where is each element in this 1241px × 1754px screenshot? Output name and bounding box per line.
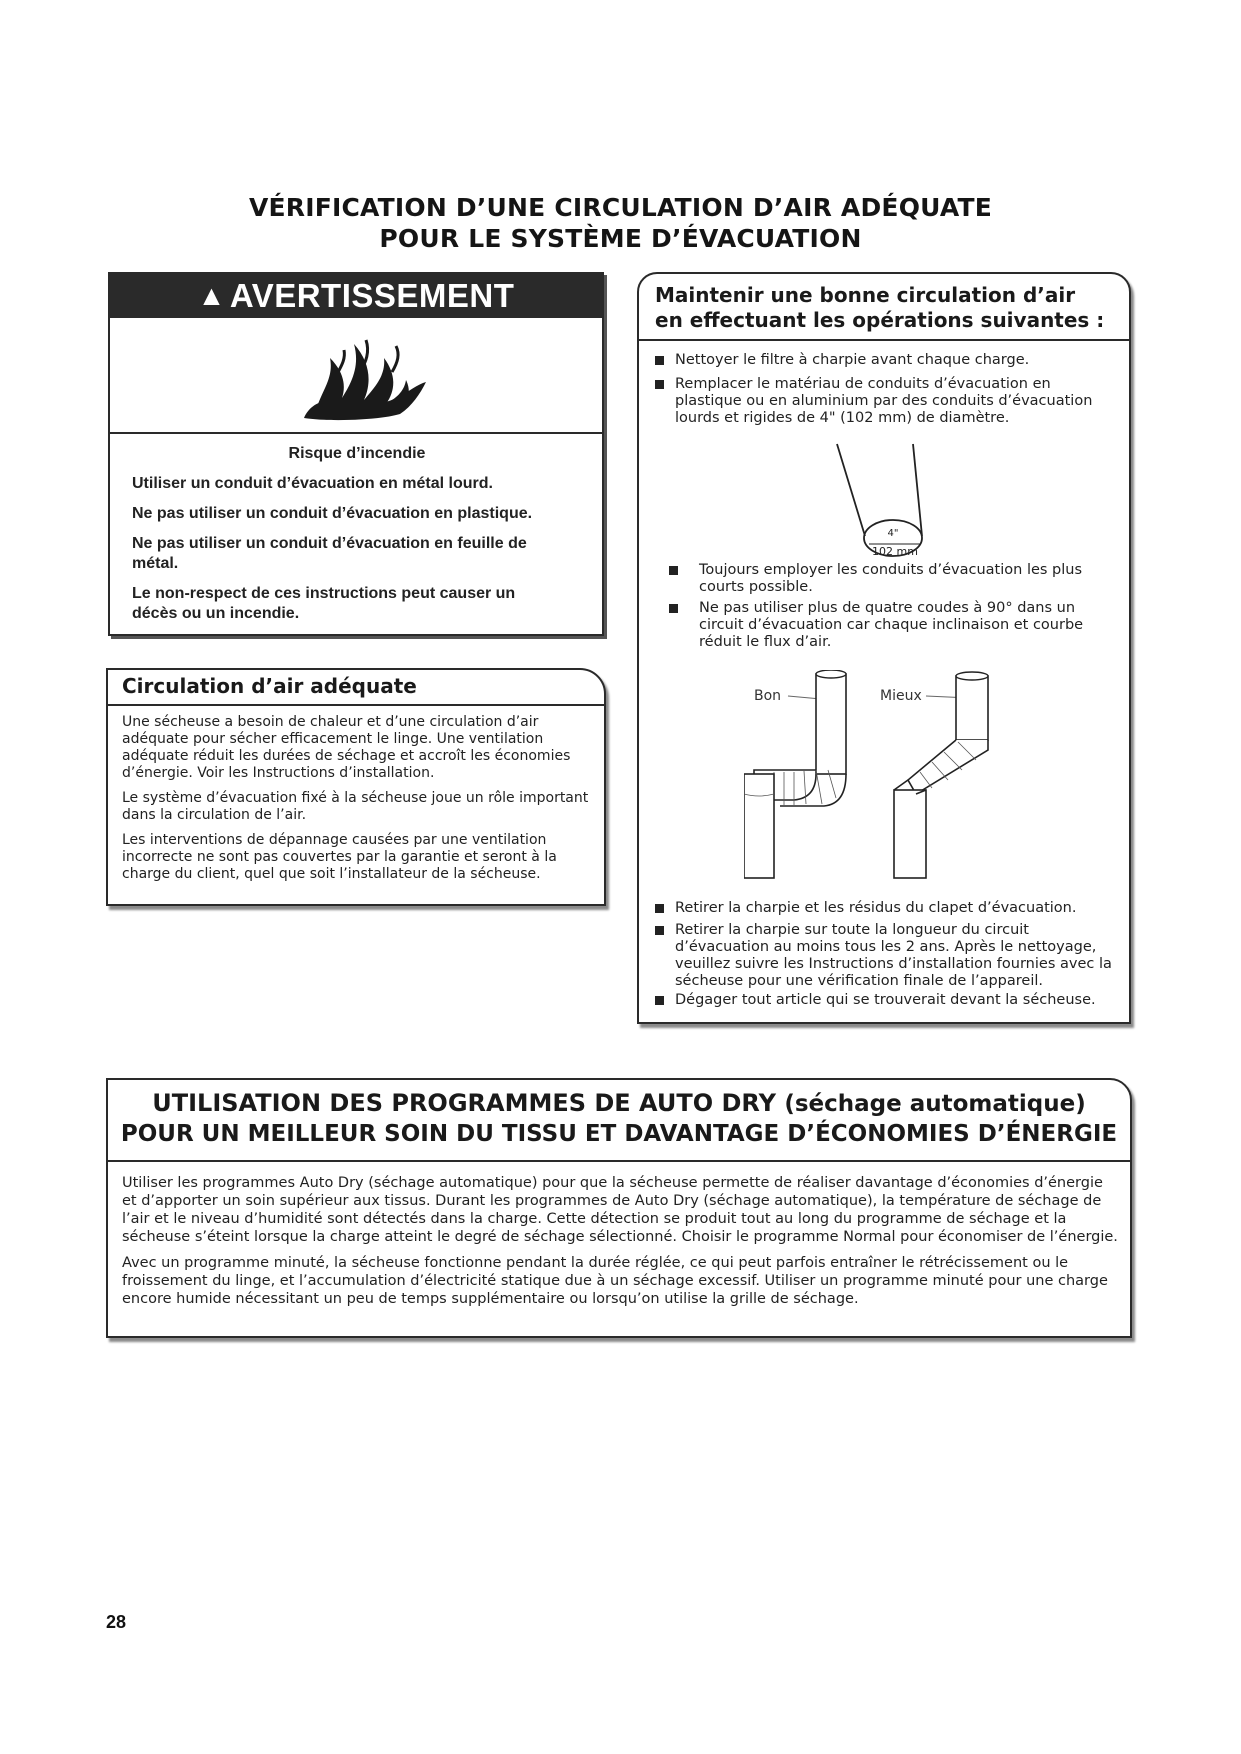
risk-heading: Risque d’incendie: [288, 445, 426, 462]
duct-elbow-diagram: [744, 670, 1064, 882]
list-item-text: Dégager tout article qui se trouverait devant la sécheuse.: [675, 992, 1096, 1008]
warning-line-2: Ne pas utiliser un conduit d’évacuation en plastique.: [132, 505, 533, 522]
warning-triangle-icon: ▲: [197, 280, 226, 311]
label-good: Bon: [754, 688, 782, 704]
duct-size-mm: 102 mm: [872, 545, 918, 558]
list-item-text: Remplacer le matériau de conduits d’évacuation en plastique ou en aluminium par des conduits d’évacuation lourds et rigides de 4" (102 mm) de diamètre.: [675, 376, 1093, 426]
warning-text: [132, 444, 582, 634]
page-title-line-1: VÉRIFICATION D’UNE CIRCULATION D’AIR ADÉQUATE: [248, 193, 993, 222]
list-item: [655, 352, 1115, 369]
list-item-text: Ne pas utiliser plus de quatre coudes à 90° dans un circuit d’évacuation car chaque inclinaison et courbe réduit le flux d’air.: [699, 600, 1084, 650]
bullet-square-icon: [669, 604, 678, 613]
list-item-text: Toujours employer les conduits d’évacuation les plus courts possible.: [699, 562, 1083, 595]
bullet-square-icon: [655, 356, 664, 365]
warning-line-4: Le non-respect de ces instructions peut causer un décès ou un incendie.: [132, 585, 516, 622]
airflow-paragraph-3: Les interventions de dépannage causées par une ventilation incorrecte ne sont pas couvertes par la garantie et seront à la charge du client, quel que soit l’installateur de la sécheuse.: [122, 832, 557, 882]
page-number: 28: [106, 1612, 127, 1632]
airflow-title: Circulation d’air adéquate: [108, 670, 604, 706]
duct-size-inch: 4": [887, 528, 899, 539]
airflow-body: [108, 706, 604, 883]
bullet-square-icon: [655, 380, 664, 389]
warning-line-3: Ne pas utiliser un conduit d’évacuation en feuille de métal.: [132, 535, 527, 572]
list-item-text: Nettoyer le filtre à charpie avant chaque charge.: [675, 352, 1030, 368]
maintenance-title-line-1: Maintenir une bonne circulation d’air: [655, 283, 1076, 307]
fire-icon: [300, 332, 430, 422]
bullet-square-icon: [655, 904, 664, 913]
list-item: [655, 562, 1115, 596]
autodry-body: [108, 1162, 1130, 1308]
autodry-title-line-2: POUR UN MEILLEUR SOIN DU TISSU ET DAVANTAGE D’ÉCONOMIES D’ÉNERGIE: [120, 1121, 1118, 1147]
autodry-title-main: UTILISATION DES PROGRAMMES DE AUTO DRY: [152, 1089, 776, 1117]
list-item: [655, 992, 1115, 1009]
list-item: [655, 922, 1115, 990]
airflow-paragraph-2: Le système d’évacuation fixé à la sécheuse joue un rôle important dans la circulation de l’air.: [122, 790, 589, 823]
maintenance-title-line-2: en effectuant les opérations suivantes :: [655, 308, 1105, 332]
autodry-title-line-1: [108, 1088, 1130, 1119]
fire-hazard-area: [110, 318, 602, 434]
airflow-paragraph-1: Une sécheuse a besoin de chaleur et d’une circulation d’air adéquate pour sécher efficacement le linge. Une ventilation adéquate réduit les durées de séchage et accroît les économies d’énergie. Voir les Instructions d’installation.: [122, 714, 571, 781]
label-better: Mieux: [880, 688, 922, 704]
warning-header: [110, 274, 602, 318]
bullet-square-icon: [655, 926, 664, 935]
list-item: [655, 376, 1115, 427]
list-item: [655, 600, 1115, 651]
warning-line-1: Utiliser un conduit d’évacuation en métal lourd.: [132, 475, 493, 492]
list-item-text: Retirer la charpie et les résidus du clapet d’évacuation.: [675, 900, 1077, 916]
autodry-title: [108, 1080, 1130, 1162]
bullet-square-icon: [655, 996, 664, 1005]
warning-box: [108, 272, 604, 636]
bullet-square-icon: [669, 566, 678, 575]
autodry-paragraph-2: Avec un programme minuté, la sécheuse fonctionne pendant la durée réglée, ce qui peut parfois entraîner le rétrécissement ou le froissement du linge, et l’accumulation d’électricité statique due à un séchage excessif. Utiliser un programme minuté pour une charge encore humide nécessitant un peu de temps supplémentaire ou lorsqu’on utilise la grille de séchage.: [122, 1255, 1108, 1307]
list-item: [655, 900, 1115, 917]
autodry-title-paren: (séchage automatique): [784, 1091, 1086, 1117]
page-title-line-2: POUR LE SYSTÈME D’ÉVACUATION: [379, 224, 862, 253]
autodry-box: [106, 1078, 1132, 1338]
warning-header-label: AVERTISSEMENT: [229, 277, 515, 314]
page-title: [0, 192, 1241, 254]
airflow-box: [106, 668, 606, 906]
duct-diameter-diagram: [829, 442, 939, 560]
maintenance-box: [637, 272, 1131, 1024]
maintenance-title: [639, 274, 1129, 341]
autodry-paragraph-1: Utiliser les programmes Auto Dry (séchage automatique) pour que la sécheuse permette de réaliser davantage d’économies d’énergie et d’apporter un soin supérieur aux tissus. Durant les programmes de Auto Dry (séchage automatique), la température de séchage de l’air et le niveau d’humidité sont détectés dans la charge. Cette détection se produit tout au long du programme de séchage et la sécheuse s’éteint lorsque la charge atteint le degré de séchage sélectionné. Choisir le programme Normal pour économiser de l’énergie.: [122, 1175, 1118, 1245]
list-item-text: Retirer la charpie sur toute la longueur du circuit d’évacuation au moins tous les 2 ans. Après le nettoyage, veuillez suivre les Instructions d’installation fournies avec la sécheuse pour une vérification finale de l’appareil.: [675, 922, 1112, 989]
